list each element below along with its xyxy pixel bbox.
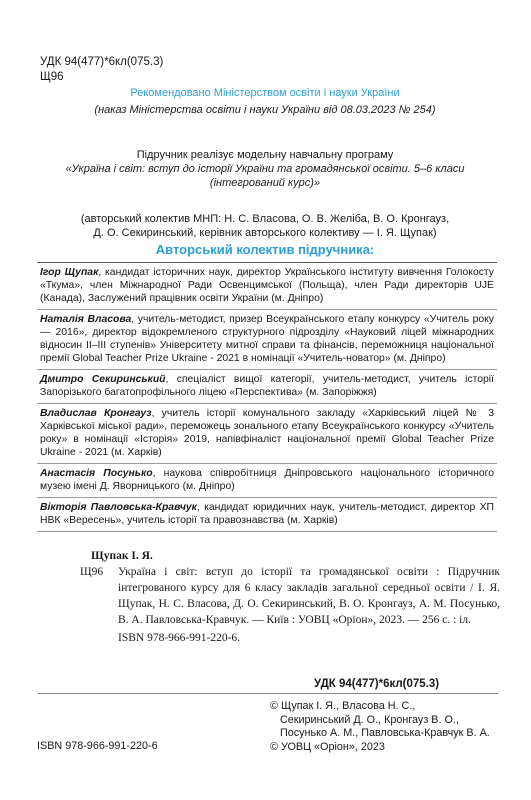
copyright-line-1: © Щупак І. Я., Власова Н. С.,: [270, 700, 416, 712]
divider: [38, 693, 498, 694]
author-entry: [37, 369, 497, 403]
author-mark: Щ96: [40, 71, 64, 83]
author-name: Вікторія Павловська-Кравчук: [40, 502, 197, 513]
author-entry: [37, 497, 497, 532]
author-entry: [37, 262, 497, 309]
author-name: Анастасія Посунько: [40, 468, 153, 479]
author-name: Наталія Власова: [40, 314, 132, 325]
program-line-2: «Україна і світ: вступ до історії України та громадянської освіти. 5–6 класи: [65, 163, 465, 175]
author-description: , наукова співробітниця Дніпровського національного історичного музею імені Д. Яворницького (м. Дніпро): [40, 468, 495, 492]
author-list: [37, 262, 497, 532]
isbn: ISBN 978-966-991-220-6: [37, 740, 158, 752]
author-description: , спеціаліст вищої категорії, учитель-методист, учитель історії Запорізького багатопрофільного ліцею «Перспектива» (м. Запоріжжя): [40, 374, 495, 398]
program-authors: [30, 212, 500, 240]
author-name: Дмитро Секиринський: [40, 374, 166, 385]
program-authors-line-1: (авторський колектив МНП: Н. С. Власова, О. В. Желіба, В. О. Кронгауз,: [80, 213, 450, 225]
author-entry: [37, 403, 497, 463]
copyright-line-3: Посунько А. М., Павловська-Кравчук В. А.: [280, 727, 490, 739]
program-line-3: (інтегрований курс)»: [209, 177, 321, 189]
bibliographic-record: [80, 548, 500, 646]
author-description: , учитель-методист, призер Всеукраїнського етапу конкурсу «Учитель року — 2016», директор відокремленого структурного підрозділу «Науковий ліцей міжнародних відносин ІІ–ІІІ ступенів» Університету митної справи та фінансів, переможниця національної премії Global Teacher Prize Ukraine - 2021 в номінації «Учитель-новатор» (м. Дніпро): [40, 314, 494, 364]
copyright-line-4: © УОВЦ «Оріон», 2023: [270, 740, 385, 753]
author-description: , учитель історії комунального закладу «Харківський ліцей № 3 Харківської міської ради», переможець зонального етапу Всеукраїнського конкурсу «Учитель року» в номінації «Історія» 2019, напівфіналіст національної премії Global Teacher Prize Ukraine - 2021 (м. Харків): [40, 408, 494, 458]
udk-classification-top: [40, 55, 163, 85]
author-description: , кандидат юридичних наук, учитель-методист, директор ХП НВК «Вересень», учитель історії та правознавства (м. Харків): [40, 502, 494, 526]
biblio-description: Україна і світ: вступ до історії та громадянської освіти : Підручник інтегрованого курсу для 6 класу закладів загальної середньої освіти / І. Я. Щупак, Н. С. Власова, Д. О. Секиринський, В. О. Кронгауз, А. М. Посунько, В. А. Павловська-Кравчук. — Київ : УОВЦ «Оріон», 2023. — 256 с. : іл.: [118, 566, 500, 626]
copyright-line-2: Секиринський Д. О., Кронгауз В. О.,: [280, 713, 459, 726]
author-description: , кандидат історичних наук, директор Українського інституту вивчення Голокосту «Ткума», член Міжнародної Ради Освенцимської (Польща), член Ради директорів UJE (Канада), Заслужений працівник освіти України (м. Дніпро): [40, 267, 494, 304]
program-authors-line-2: Д. О. Секиринський, керівник авторського колективу — І. Я. Щупак): [93, 227, 437, 239]
author-entry: [37, 309, 497, 369]
author-name: Ігор Щупак: [40, 267, 99, 278]
copyright-notice: [270, 700, 510, 754]
program-statement: [30, 148, 500, 190]
program-line-1: Підручник реалізує модельну навчальну програму: [136, 149, 394, 161]
ministry-order: (наказ Міністерства освіти і науки України від 08.03.2023 № 254): [94, 104, 436, 116]
udk-classification-bottom: УДК 94(477)*6кл(075.3): [314, 678, 440, 690]
biblio-isbn: ISBN 978-966-991-220-6.: [118, 632, 241, 644]
biblio-code: Щ96: [80, 566, 104, 578]
author-name: Владислав Кронгауз: [40, 408, 152, 419]
author-team-heading: Авторський колектив підручника:: [155, 242, 375, 257]
biblio-author: Щупак І. Я.: [91, 550, 153, 562]
ministry-recommendation: Рекомендовано Міністерством освіти і науки України: [130, 87, 400, 99]
udk-code: УДК 94(477)*6кл(075.3): [40, 56, 164, 68]
author-entry: [37, 463, 497, 497]
